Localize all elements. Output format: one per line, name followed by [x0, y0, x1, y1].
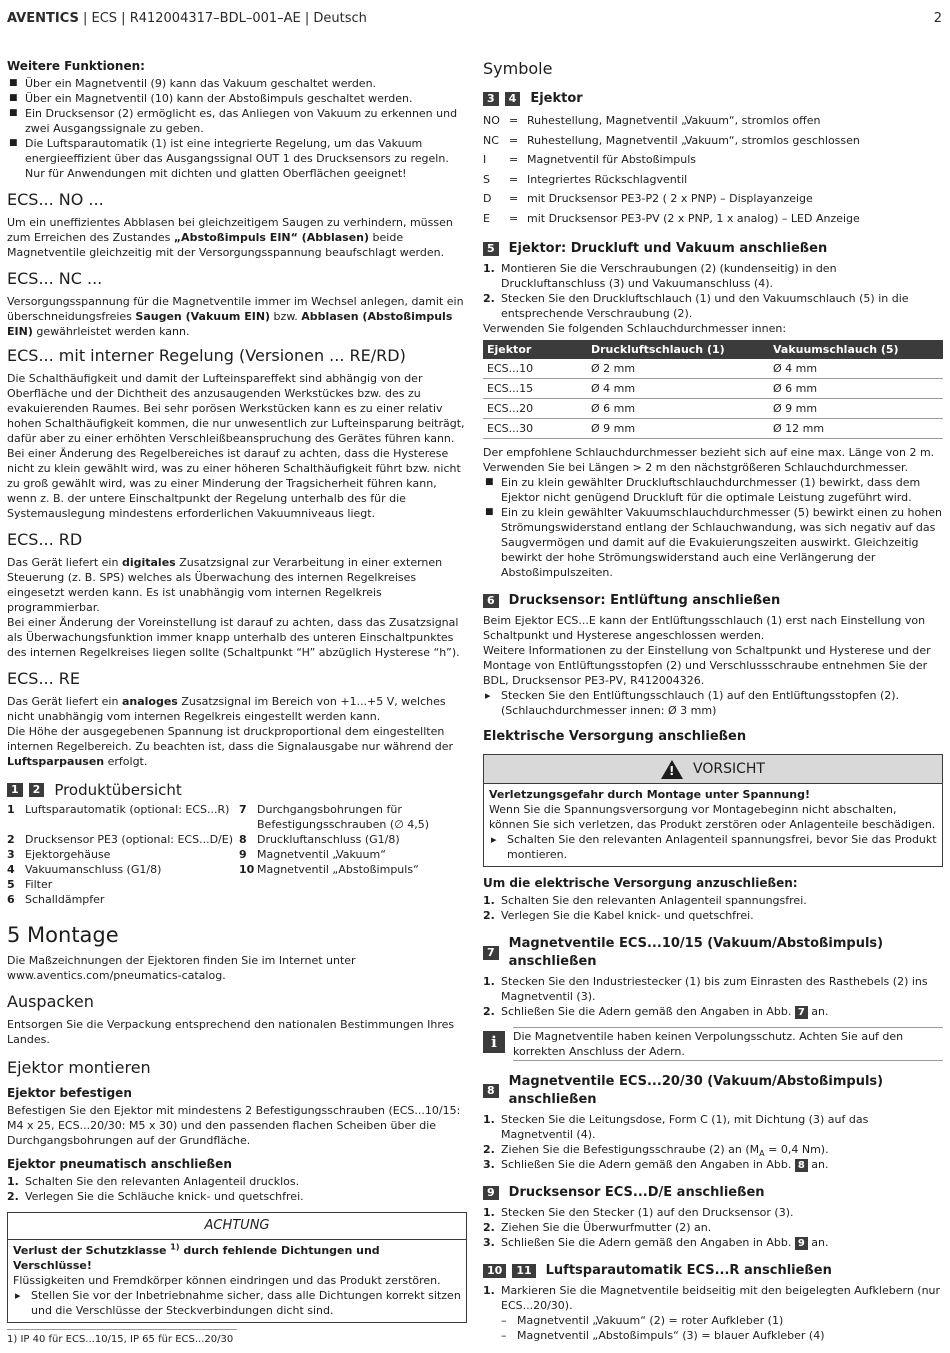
um-elektrisch-heading: Um die elektrische Versorgung anzuschließen: [483, 876, 798, 890]
ecs-rd-text-2: Bei einer Änderung der Voreinstellung ist darauf zu achten, dass das Zusatzsignal als Überwachungsfunktion immer knapp unterhalb des unteren Einschaltpunktes des internen Regelkreises liegen sollte (Schaltpunkt “H” abzüglich Hysterese “h”). [7, 616, 460, 659]
ecs-regelung-heading: ECS... mit interner Regelung (Versionen ... RE/RD) [7, 346, 406, 365]
info-icon: i [483, 1031, 505, 1053]
list-item: – Magnetventil „Abstoßimpuls“ (3) = blauer Aufkleber (4) [501, 1328, 943, 1343]
text-run-bold: Saugen (Vakuum EIN) [135, 310, 271, 323]
table-row [483, 419, 943, 439]
step-text: Schließen Sie die Adern gemäß den Angaben in Abb. [501, 1236, 795, 1249]
step-text: Montieren Sie die Verschraubungen (2) (kundenseitig) in den Druckluftanschluss (3) und Vakuumanschluss (4). [501, 262, 837, 290]
vorsicht-action-list [489, 832, 937, 862]
ejektor-befestigen-text: Befestigen Sie den Ejektor mit mindestens 2 Befestigungsschrauben (ECS...10/15: M4 x 25, ECS...20/30: M5 x 30) und den passenden flachen Scheiben über die Durchgangsbohrungen auf der Grundfläche. [7, 1104, 461, 1147]
figure-badge: 10 [483, 1264, 506, 1278]
table-after-text: Der empfohlene Schlauchdurchmesser bezieht sich auf eine max. Länge von 2 m. Verwenden Sie bei Längen > 2 m den nächstgrößeren Schlauchdurchmesser. [483, 446, 935, 474]
figure-badge: 3 [483, 92, 499, 106]
text-run-bold: „Abstoßimpuls EIN“ (Abblasen) [173, 231, 370, 244]
ecs-re-text-2 [7, 724, 467, 769]
step-text: Stecken Sie den Stecker (1) auf den Drucksensor (3). [501, 1206, 794, 1219]
achtung-lead [13, 1243, 461, 1273]
step-text: an. [807, 1236, 829, 1249]
text-run: Das Gerät liefert ein [7, 695, 122, 708]
parts-list [7, 802, 467, 907]
list-item: ▸ Schalten Sie den relevanten Anlagenteil spannungsfrei, bevor Sie das Produkt montieren. [489, 832, 937, 862]
list-item [483, 1235, 943, 1250]
ejektor-symbol-heading [483, 90, 943, 108]
list-item: ■ Die Luftsparautomatik (1) ist eine integrierte Regelung, um das Vakuum energieeffizient über das Ausgangssignal OUT 1 des Drucksensors zu regeln. Nur für Anwendungen mit dichten und glatten Oberflächen geeignet! [7, 136, 467, 181]
list-item [483, 1142, 943, 1157]
item-number: 7 [239, 803, 247, 816]
ecs-nc-text [7, 294, 467, 339]
text-run: durch fehlende Dichtungen und Verschlüsse! [13, 1244, 380, 1272]
figure-badge: 2 [29, 783, 45, 797]
step-number: 2. [7, 1190, 19, 1203]
table-cell: Ø 4 mm [587, 379, 769, 399]
section-9-steps [483, 1205, 943, 1250]
step-text: Schließen Sie die Adern gemäß den Angaben in Abb. [501, 1158, 795, 1171]
section-5-after: Verwenden Sie folgenden Schlauchdurchmesser innen: [483, 322, 787, 335]
page-header [7, 10, 942, 30]
table-cell: ECS...10 [483, 359, 587, 379]
item-number: 4 [7, 863, 15, 876]
item-number: 6 [7, 893, 15, 906]
step-number: 2. [483, 909, 495, 922]
symbol-eq: = [509, 133, 519, 147]
figure-badge: 4 [505, 92, 521, 106]
info-text: Die Magnetventile haben keinen Verpolungsschutz. Achten Sie auf den korrekten Anschluss der Adern. [513, 1027, 943, 1061]
list-item [239, 847, 467, 862]
column-header: Vakuumschlauch (5) [769, 340, 943, 359]
page-number: 2 [933, 11, 942, 26]
text-run: Versorgungsspannung für die Magnetventile immer im Wechsel anlegen, damit ein überschneidungsfreies [7, 295, 464, 323]
section-6-text-2: Weitere Informationen zu der Einstellung von Schaltpunkt und Hysterese und der Montage von Entlüftungsstopfen (2) und Verschlussschraube entnehmen Sie der BDL, Drucksensor PE3-PV, R412004326. [483, 644, 931, 687]
item-label: Druckluftanschluss (G1/8) [257, 833, 400, 846]
step-number: 2. [483, 1005, 495, 1018]
right-column [483, 58, 943, 1343]
montage-text: Die Maßzeichnungen der Ejektoren finden Sie im Internet unter www.aventics.com/pneumatics-catalog. [7, 954, 356, 982]
text-run: Die Höhe der ausgegebenen Spannung ist druckproportional dem eingestellten internen Regelbereich. Zu beachten ist, dass die Signalausgabe nur während der [7, 725, 454, 753]
step-number: 3. [483, 1236, 495, 1249]
text-run: Verlust der Schutzklasse [13, 1244, 171, 1257]
figure-badge: 8 [483, 1084, 499, 1098]
table-row [483, 379, 943, 399]
step-text: = 0,4 Nm). [764, 1143, 829, 1156]
vorsicht-title: VORSICHT [693, 761, 765, 777]
step-text: an. [807, 1158, 829, 1171]
step-text: Schalten Sie den relevanten Anlagenteil drucklos. [25, 1175, 300, 1188]
pneumatisch-heading: Ejektor pneumatisch anschließen [7, 1157, 232, 1171]
item-number: 9 [239, 848, 247, 861]
text-run: Das Gerät liefert ein [7, 556, 122, 569]
step-number: 2. [483, 1221, 495, 1234]
list-item [483, 1220, 943, 1235]
ejektor-title: Ejektor [530, 91, 583, 106]
figure-badge: 1 [7, 783, 23, 797]
ecs-rd-heading: ECS... RD [7, 530, 83, 549]
symbol-key: I [483, 153, 487, 166]
vorsicht-title-bar [484, 755, 942, 784]
list-item [483, 974, 943, 1004]
list-item: ▸ Stellen Sie vor der Inbetriebnahme sicher, dass alle Dichtungen korrekt sitzen und die Verschlüsse der Steckverbindungen dicht sind. [13, 1288, 461, 1318]
hose-table [483, 340, 943, 439]
table-cell: Ø 9 mm [587, 419, 769, 439]
item-label: Drucksensor PE3 (optional: ECS...D/E) [25, 833, 234, 846]
elektrische-versorgung-heading: Elektrische Versorgung anschließen [483, 729, 747, 744]
section-8-title: Magnetventile ECS...20/30 (Vakuum/Abstoßimpuls) anschließen [508, 1074, 884, 1107]
figure-ref-badge: 9 [795, 1237, 808, 1250]
section-6-action [483, 688, 943, 718]
ecs-re-text-1 [7, 694, 467, 724]
list-item: ■ Über ein Magnetventil (9) kann das Vakuum geschaltet werden. [7, 76, 467, 91]
item-label: Magnetventil „Vakuum“ [257, 848, 386, 861]
step-text: Verlegen Sie die Kabel knick- und quetschfrei. [501, 909, 754, 922]
ejektor-befestigen-heading: Ejektor befestigen [7, 1086, 132, 1100]
symbol-key: E [483, 211, 490, 225]
symbol-key: NO [483, 114, 500, 127]
text-run: gewährleistet werden kann. [32, 325, 190, 338]
step-number: 1. [7, 1175, 19, 1188]
ecs-regelung-text: Die Schalthäufigkeit und damit der Lufteinspareffekt sind abhängig von der Oberfläche und der Dichtheit des anzusaugenden Werkstückes bzw. des zu evakuierenden Raumes. Bei sehr porösen Werkstücken kann es zu einer relativ hohen Schalthäufigkeit kommen, die nur unwesentlich zur Lufteinsparung beiträgt, dafür aber zu einer erhöhten Verschleißbeanspruchung des Gerätes führen kann. Bei einer Änderung des Regelbereiches ist darauf zu achten, dass die Hysterese nicht zu klein gewählt wird, was zu einer höheren Schalthäufigkeit führt bzw. nicht zu groß gewählt wird, was zu einer Minderung der Tragsicherheit führen kann, wenn z. B. der untere Einschaltpunkt der Regelung unterhalb des für die Systemauslegung mindestens erforderlichen Vakuumniveaus liegt. [7, 372, 465, 520]
item-number: 10 [239, 863, 255, 876]
left-column [7, 58, 467, 1347]
step-text: Ziehen Sie die Überwurfmutter (2) an. [501, 1221, 712, 1234]
table-cell: ECS...20 [483, 399, 587, 419]
symbol-key: D [483, 192, 492, 205]
column-header: Druckluftschlauch (1) [587, 340, 769, 359]
item-label: Luftsparautomatik (optional: ECS...R) [25, 803, 230, 816]
achtung-action-list [13, 1288, 461, 1318]
step-text: Stecken Sie den Druckluftschlauch (1) und den Vakuumschlauch (5) in die entsprechende Verschraubung (2). [501, 292, 909, 320]
item-label: Vakuumanschluss (G1/8) [25, 863, 162, 876]
section-10-heading [483, 1262, 943, 1280]
um-elektrisch-steps [483, 893, 943, 923]
section-7-heading [483, 935, 943, 971]
item-label: Durchgangsbohrungen für Befestigungsschrauben (∅ 4,5) [257, 803, 430, 831]
list-item [7, 892, 239, 907]
produktuebersicht-title: Produktübersicht [54, 781, 182, 799]
list-item [239, 832, 467, 847]
symbol-eq: = [509, 172, 519, 186]
list-item [7, 847, 239, 862]
vorsicht-text: Wenn Sie die Spannungsversorgung vor Montagebeginn nicht abschalten, können Sie sich verletzen, das Produkt zerstören oder Anlagenteile beschädigen. [489, 803, 936, 831]
header-doc-info: | ECS | R412004317–BDL–001–AE | Deutsch [78, 11, 367, 26]
symbol-list [483, 111, 943, 228]
ecs-rd-text-1 [7, 555, 467, 615]
table-cell: Ø 6 mm [769, 379, 943, 399]
symbol-value: mit Drucksensor PE3-P2 ( 2 x PNP) – Displayanzeige [527, 192, 813, 205]
subscript: A [759, 1149, 765, 1159]
section-9-title: Drucksensor ECS...D/E anschließen [508, 1185, 765, 1200]
list-item [483, 170, 943, 190]
list-item: – Magnetventil „Vakuum“ (2) = roter Aufkleber (1) [501, 1313, 943, 1328]
section-6-heading [483, 592, 943, 610]
section-5-title: Ejektor: Druckluft und Vakuum anschließen [508, 241, 828, 256]
table-cell: ECS...30 [483, 419, 587, 439]
list-item [7, 832, 239, 847]
list-item [7, 1174, 467, 1189]
table-cell: ECS...15 [483, 379, 587, 399]
section-6-title: Drucksensor: Entlüftung anschließen [508, 593, 781, 608]
symbol-eq: = [509, 192, 519, 205]
section-10-steps [483, 1283, 943, 1313]
item-number: 8 [239, 833, 247, 846]
item-label: Schalldämpfer [25, 893, 105, 906]
table-cell: Ø 6 mm [587, 399, 769, 419]
pneumatisch-steps [7, 1174, 467, 1204]
item-number: 1 [7, 803, 15, 816]
text-run: Zusatzsignal zur Verarbeitung in einer externen Steuerung (z. B. SPS) welches als Überwachung des internen Regelkreises eingesetzt werden kann. Es ist unabhängig vom internen Regelkreis programmierbar. [7, 556, 443, 614]
table-row [483, 399, 943, 419]
ecs-re-heading: ECS... RE [7, 669, 81, 688]
figure-ref-badge: 8 [795, 1159, 808, 1172]
figure-badge: 6 [483, 594, 499, 608]
table-header-row [483, 340, 943, 359]
achtung-title: ACHTUNG [8, 1213, 466, 1240]
figure-badge: 11 [512, 1264, 535, 1278]
symbol-value: Ruhestellung, Magnetventil „Vakuum“, stromlos offen [527, 114, 821, 127]
figure-badge: 7 [483, 946, 499, 960]
ejektor-montieren-heading: Ejektor montieren [7, 1058, 151, 1077]
step-text: Ziehen Sie die Befestigungsschraube (2) an (M [501, 1143, 760, 1156]
list-item [239, 892, 467, 907]
list-item [483, 1004, 943, 1019]
section-6-text-1: Beim Ejektor ECS...E kann der Entlüftungsschlauch (1) erst nach Einstellung von Schaltpunkt und Hysterese angeschlossen werden. [483, 614, 926, 642]
symbol-key: S [483, 172, 490, 186]
list-item [483, 1283, 943, 1313]
symbol-value: mit Drucksensor PE3-PV (2 x PNP, 1 x analog) – LED Anzeige [527, 211, 860, 225]
text-run: Zusatzsignal im Bereich von +1...+5 V, welches nicht unabhängig vom internen Regelkreis eingestellt werden kann. [7, 695, 446, 723]
symbol-value: Ruhestellung, Magnetventil „Vakuum“, stromlos geschlossen [527, 133, 860, 147]
step-number: 3. [483, 1158, 495, 1171]
list-item [483, 150, 943, 170]
symbol-value: Integriertes Rückschlagventil [527, 172, 688, 186]
text-run-bold: analoges [121, 695, 178, 708]
list-item [239, 877, 467, 892]
section-8-heading [483, 1073, 943, 1109]
produktuebersicht-heading [7, 781, 467, 799]
text-run: Um ein uneffizientes Abblasen bei gleichzeitigem Saugen zu verhindern, müssen zum Erreichen des Zustandes [7, 216, 453, 244]
brand-name: AVENTICS [7, 11, 79, 26]
list-item: ■ Ein zu klein gewählter Vakuumschlauchdurchmesser (5) bewirkt einen zu hohen Strömungswiderstand entlang der Schlauchwandung, was sich negativ auf das Saugvermögen und damit auf die Evakuierungszeiten auswirkt. Gleichzeitig bewirkt der hohe Strömungswiderstand auch eine Verlängerung der Abstoßimpulszeiten. [483, 505, 943, 580]
hose-bullets [483, 475, 943, 580]
section-5-steps [483, 261, 943, 321]
item-label: Magnetventil „Abstoßimpuls“ [257, 863, 419, 876]
text-run-bold: Luftsparpausen [7, 755, 105, 768]
column-header: Ejektor [483, 340, 587, 359]
table-cell: Ø 2 mm [587, 359, 769, 379]
ecs-no-heading: ECS... NO ... [7, 190, 104, 209]
list-item: ■ Über ein Magnetventil (10) kann der Abstoßimpuls geschaltet werden. [7, 91, 467, 106]
table-cell: Ø 4 mm [769, 359, 943, 379]
step-number: 2. [483, 1143, 495, 1156]
symbole-heading: Symbole [483, 59, 553, 78]
step-text: Schließen Sie die Adern gemäß den Angaben in Abb. [501, 1005, 795, 1018]
symbol-key: NC [483, 133, 499, 147]
list-item [7, 862, 239, 877]
list-item [239, 802, 467, 832]
info-box [483, 1027, 943, 1061]
list-item: ■ Ein zu klein gewählter Druckluftschlauchdurchmesser (1) bewirkt, dass dem Ejektor nicht genügend Druckluft für die optimale Leistung zugeführt wird. [483, 475, 943, 505]
item-label: Ejektorgehäuse [25, 848, 111, 861]
sticker-list [501, 1313, 943, 1343]
list-item [483, 209, 943, 229]
step-number: 2. [483, 292, 495, 305]
list-item [483, 291, 943, 321]
section-9-heading [483, 1184, 943, 1202]
step-text: an. [807, 1005, 829, 1018]
text-run: beide Magnetventile gleichzeitig mit der Versorgungsspannung beaufschlagt werden. [7, 231, 445, 259]
footnote: 1) IP 40 für ECS...10/15, IP 65 für ECS...20/30 [7, 1329, 237, 1347]
text-run: erfolgt. [104, 755, 148, 768]
item-number: 2 [7, 833, 15, 846]
list-item [239, 862, 467, 877]
vorsicht-lead: Verletzungsgefahr durch Montage unter Spannung! [489, 788, 810, 801]
step-number: 1. [483, 1284, 495, 1297]
vorsicht-box [483, 754, 943, 867]
text-run-bold: Abblasen (Abstoßimpuls EIN) [7, 310, 453, 338]
auspacken-text: Entsorgen Sie die Verpackung entsprechend den nationalen Bestimmungen Ihres Landes. [7, 1018, 455, 1046]
list-item [483, 111, 943, 131]
symbol-eq: = [509, 114, 519, 127]
warning-icon: ! [661, 760, 683, 779]
list-item [483, 261, 943, 291]
text-run: bzw. [270, 310, 302, 323]
list-item [483, 1157, 943, 1172]
step-number: 1. [483, 1206, 495, 1219]
list-item [7, 1189, 467, 1204]
list-item [7, 802, 239, 832]
figure-badge: 9 [483, 1186, 499, 1200]
step-number: 1. [483, 894, 495, 907]
montage-heading: 5 Montage [7, 923, 119, 947]
step-text: Verlegen Sie die Schläuche knick- und quetschfrei. [25, 1190, 304, 1203]
table-row [483, 359, 943, 379]
achtung-text: Flüssigkeiten und Fremdkörper können eindringen und das Produkt zerstören. [13, 1274, 441, 1287]
step-text: Markieren Sie die Magnetventile beidseitig mit den beigelegten Aufklebern (nur ECS...20/30). [501, 1284, 941, 1312]
item-label: Filter [25, 878, 53, 891]
list-item [7, 877, 239, 892]
table-cell: Ø 9 mm [769, 399, 943, 419]
section-10-title: Luftsparautomatik ECS...R anschließen [545, 1263, 832, 1278]
table-cell: Ø 12 mm [769, 419, 943, 439]
header-title [7, 11, 367, 26]
auspacken-heading: Auspacken [7, 992, 94, 1011]
ecs-nc-heading: ECS... NC ... [7, 269, 103, 288]
figure-badge: 5 [483, 242, 499, 256]
achtung-body [8, 1240, 466, 1322]
step-text: Stecken Sie den Industriestecker (1) bis zum Einrasten des Rasthebels (2) ins Magnetventil (3). [501, 975, 928, 1003]
list-item [483, 1112, 943, 1142]
achtung-box [7, 1212, 467, 1323]
weitere-funktionen-list [7, 76, 467, 181]
step-number: 1. [483, 975, 495, 988]
symbol-value: Magnetventil für Abstoßimpuls [527, 153, 697, 166]
weitere-funktionen-heading: Weitere Funktionen: [7, 59, 145, 73]
step-text: Schalten Sie den relevanten Anlagenteil spannungsfrei. [501, 894, 807, 907]
list-item [483, 893, 943, 908]
list-item: ▸ Stecken Sie den Entlüftungsschlauch (1) auf den Entlüftungsstopfen (2). (Schlauchdurchmesser innen: Ø 3 mm) [483, 688, 943, 718]
ecs-no-text [7, 215, 467, 260]
item-number: 5 [7, 878, 15, 891]
list-item [483, 1205, 943, 1220]
symbol-eq: = [509, 211, 519, 225]
footnote-ref: 1) [170, 1242, 180, 1252]
symbol-eq: = [509, 153, 519, 166]
section-7-steps [483, 974, 943, 1019]
step-text: Stecken Sie die Leitungsdose, Form C (1), mit Dichtung (3) auf das Magnetventil (4). [501, 1113, 869, 1141]
vorsicht-body [484, 784, 942, 866]
step-number: 1. [483, 262, 495, 275]
section-5-heading [483, 240, 943, 258]
figure-ref-badge: 7 [795, 1006, 808, 1019]
list-item [483, 908, 943, 923]
list-item [483, 189, 943, 209]
item-number: 3 [7, 848, 15, 861]
list-item: ■ Ein Drucksensor (2) ermöglicht es, das Anliegen von Vakuum zu erkennen und zwei Ausgangssignale zu geben. [7, 106, 467, 136]
list-item [483, 131, 943, 151]
section-7-title: Magnetventile ECS...10/15 (Vakuum/Abstoßimpuls) anschließen [508, 936, 884, 969]
text-run-bold: digitales [121, 556, 176, 569]
section-8-steps [483, 1112, 943, 1172]
step-number: 1. [483, 1113, 495, 1126]
